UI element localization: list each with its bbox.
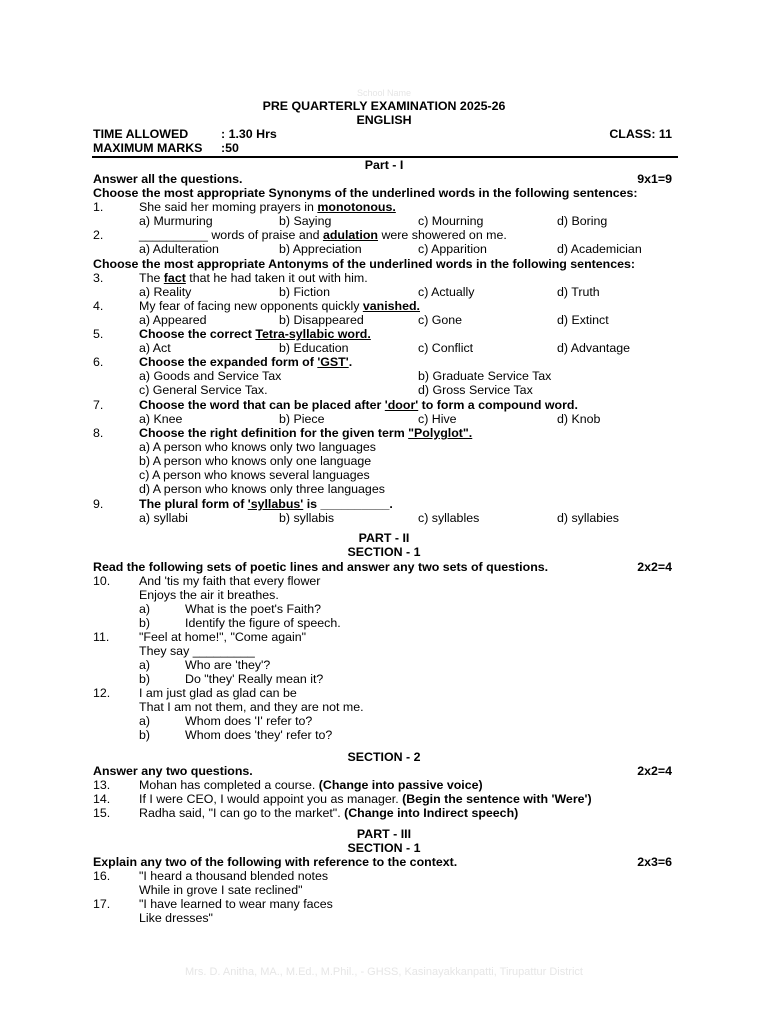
sub-question-text: Whom does 'they' refer to? [185,728,333,742]
q6-option-c: c) General Service Tax. [139,383,268,397]
question-13-text: Mohan has completed a course. (Change into passive voice) [139,778,483,792]
q3-option-a: a) Reality [139,285,192,299]
poem-line: And 'tis my faith that every flower [139,574,321,588]
question-number: 6. [93,355,104,369]
poem-line: I am just glad as glad can be [139,686,297,700]
q5-option-d: d) Advantage [557,341,631,355]
poem-line: That I am not them, and they are not me. [139,700,364,714]
part-1-marks: 9x1=9 [637,172,672,186]
exam-title: PRE QUARTERLY EXAMINATION 2025-26 [262,99,506,113]
part-2-section-2-heading: SECTION - 2 [347,750,421,764]
q7-option-d: d) Knob [557,412,601,426]
q7-option-c: c) Hive [418,412,457,426]
sub-question-text: Identify the figure of speech. [185,616,341,630]
q8-option-b: b) A person who knows only one language [139,454,372,468]
question-number: 11. [93,630,110,644]
poem-line: "I have learned to wear many faces [139,897,333,911]
max-marks-label: MAXIMUM MARKS [93,141,203,155]
part-3-heading: PART - III [356,827,412,841]
q1-option-a: a) Murmuring [139,214,213,228]
q4-option-d: d) Extinct [557,313,609,327]
q9-option-c: c) syllables [418,511,480,525]
q8-option-d: d) A person who knows only three languages [139,482,385,496]
question-number: 7. [93,398,104,412]
question-number: 4. [93,299,104,313]
question-number: 3. [93,271,104,285]
q3-option-d: d) Truth [557,285,600,299]
q9-option-b: b) syllabis [279,511,335,525]
q6-option-a: a) Goods and Service Tax [139,369,282,383]
q5-option-b: b) Education [279,341,349,355]
part-2-section-2-marks: 2x2=4 [637,764,672,778]
q7-option-a: a) Knee [139,412,183,426]
sub-question-label: a) [139,714,151,728]
q3-option-c: c) Actually [418,285,475,299]
q1-option-b: b) Saying [279,214,332,228]
school-name-watermark: School Name [356,88,412,98]
part-3-marks: 2x3=6 [637,855,672,869]
subject-title: ENGLISH [356,113,412,127]
part-2-section-1-heading: SECTION - 1 [347,545,421,559]
part-3-section-1-heading: SECTION - 1 [347,841,421,855]
question-3-text: The fact that he had taken it out with him. [139,271,368,285]
sub-question-text: Whom does 'I' refer to? [185,714,313,728]
time-allowed-value: : 1.30 Hrs [221,127,277,141]
sub-question-label: a) [139,602,151,616]
question-number: 13. [93,778,111,792]
q1-option-c: c) Mourning [418,214,484,228]
q1-option-d: d) Boring [557,214,608,228]
poem-line: Like dresses" [139,911,213,925]
synonyms-heading: Choose the most appropriate Synonyms of the underlined words in the following sentences: [93,186,638,200]
poem-line: While in grove I sate reclined" [139,883,303,897]
question-15-text: Radha said, "I can go to the market". (Change into Indirect speech) [139,806,519,820]
question-8-text: Choose the right definition for the given term "Polyglot". [139,426,473,440]
part-3-instruction: Explain any two of the following with reference to the context. [93,855,458,869]
q2-option-d: d) Academician [557,242,642,256]
part-1-instruction: Answer all the questions. [93,172,243,186]
q2-option-c: c) Apparition [418,242,487,256]
q4-option-b: b) Disappeared [279,313,364,327]
q3-option-b: b) Fiction [279,285,330,299]
q4-option-a: a) Appeared [139,313,207,327]
question-number: 17. [93,897,111,911]
q7-option-b: b) Piece [279,412,325,426]
max-marks-value: :50 [221,141,239,155]
question-4-text: My fear of facing new opponents quickly vanished. [139,299,420,313]
question-number: 12. [93,686,111,700]
q8-option-c: c) A person who knows several languages [139,468,370,482]
q5-option-c: c) Conflict [418,341,474,355]
question-number: 16. [93,869,111,883]
time-allowed-label: TIME ALLOWED [93,127,189,141]
part-2-heading: PART - II [358,531,410,545]
question-number: 8. [93,426,104,440]
sub-question-label: b) [139,672,151,686]
poem-line: Enjoys the air it breathes. [139,588,279,602]
q6-option-b: b) Graduate Service Tax [418,369,552,383]
sub-question-label: a) [139,658,151,672]
sub-question-label: b) [139,616,151,630]
sub-question-text: Do "they' Really mean it? [185,672,324,686]
class-label: CLASS: 11 [609,127,672,141]
q2-option-a: a) Adulteration [139,242,219,256]
sub-question-label: b) [139,728,151,742]
part-2-section-2-instruction: Answer any two questions. [93,764,253,778]
question-9-text: The plural form of 'syllabus' is __________. [139,497,393,511]
poem-line: They say _________ [139,644,255,658]
question-6-text: Choose the expanded form of 'GST'. [139,355,353,369]
question-number: 15. [93,806,111,820]
q9-option-d: d) syllabies [557,511,619,525]
question-1-text: She said her moming prayers in monotonous. [139,200,396,214]
question-5-text: Choose the correct Tetra-syllabic word. [139,327,371,341]
question-number: 10. [93,574,111,588]
question-number: 14. [93,792,111,806]
q9-option-a: a) syllabi [139,511,188,525]
poem-line: "I heard a thousand blended notes [139,869,329,883]
part-2-instruction: Read the following sets of poetic lines and answer any two sets of questions. [93,560,549,574]
question-number: 9. [93,497,104,511]
antonyms-heading: Choose the most appropriate Antonyms of the underlined words in the following sentences: [93,257,636,271]
part-1-heading: Part - I [364,158,404,172]
q2-option-b: b) Appreciation [279,242,362,256]
question-number: 1. [93,200,104,214]
q6-option-d: d) Gross Service Tax [418,383,533,397]
sub-question-text: What is the poet's Faith? [185,602,321,616]
q4-option-c: c) Gone [418,313,463,327]
question-7-text: Choose the word that can be placed after 'door' to form a compound word. [139,398,578,412]
q8-option-a: a) A person who knows only two languages [139,440,376,454]
question-2-text: __________ words of praise and adulation were showered on me. [139,228,507,242]
footer-watermark: Mrs. D. Anitha, MA., M.Ed., M.Phil., - GHSS, Kasinayakkanpatti, Tirupattur District [185,966,583,978]
part-2-marks: 2x2=4 [637,560,672,574]
question-14-text: If I were CEO, I would appoint you as manager. (Begin the sentence with 'Were') [139,792,592,806]
q5-option-a: a) Act [139,341,171,355]
poem-line: "Feel at home!", "Come again" [139,630,307,644]
sub-question-text: Who are 'they'? [185,658,271,672]
question-number: 5. [93,327,104,341]
question-number: 2. [93,228,104,242]
